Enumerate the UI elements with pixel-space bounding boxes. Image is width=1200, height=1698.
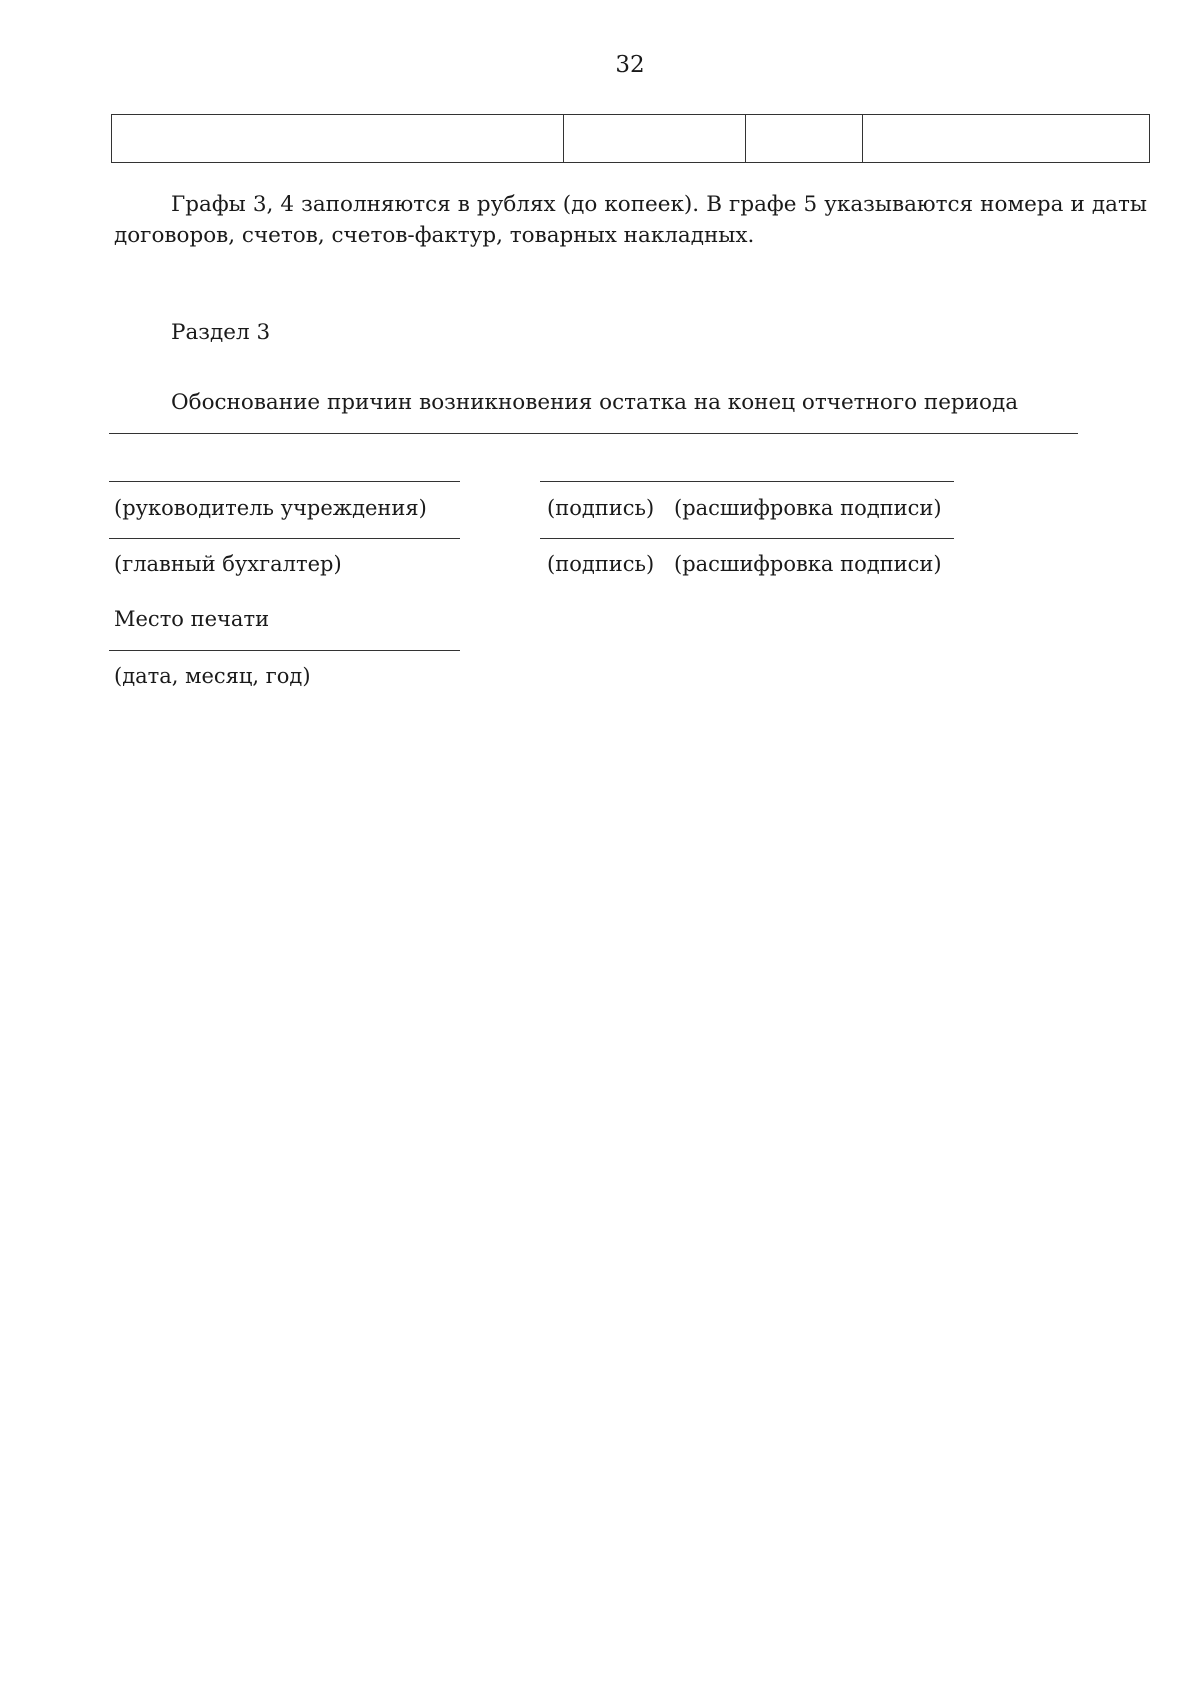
date-line [109, 650, 460, 651]
accountant-signature-label: (подпись) [547, 552, 655, 576]
head-position-line [109, 481, 460, 482]
table-cell [746, 115, 863, 163]
table-row [112, 115, 1150, 163]
table-cell [112, 115, 564, 163]
accountant-decoding-label: (расшифровка подписи) [674, 552, 942, 576]
table-cell [863, 115, 1150, 163]
page-number: 32 [615, 52, 645, 78]
head-decoding-label: (расшифровка подписи) [674, 496, 942, 520]
accountant-position-line [109, 538, 460, 539]
justification-line [109, 433, 1078, 434]
accountant-signature-line [540, 538, 954, 539]
head-label: (руководитель учреждения) [114, 496, 427, 520]
section-title: Раздел 3 [171, 320, 271, 345]
continuation-table [111, 114, 1150, 163]
accountant-label: (главный бухгалтер) [114, 552, 342, 576]
table-cell [564, 115, 746, 163]
stamp-label: Место печати [114, 607, 270, 631]
head-signature-line [540, 481, 954, 482]
fill-instructions-note: Графы 3, 4 заполняются в рублях (до копеек). В графе 5 указываются номера и даты договоров, счетов, счетов-фактур, товарных накладных. [114, 192, 1147, 248]
justification-label: Обоснование причин возникновения остатка на конец отчетного периода [171, 390, 1019, 415]
date-label: (дата, месяц, год) [114, 664, 311, 688]
head-signature-label: (подпись) [547, 496, 655, 520]
